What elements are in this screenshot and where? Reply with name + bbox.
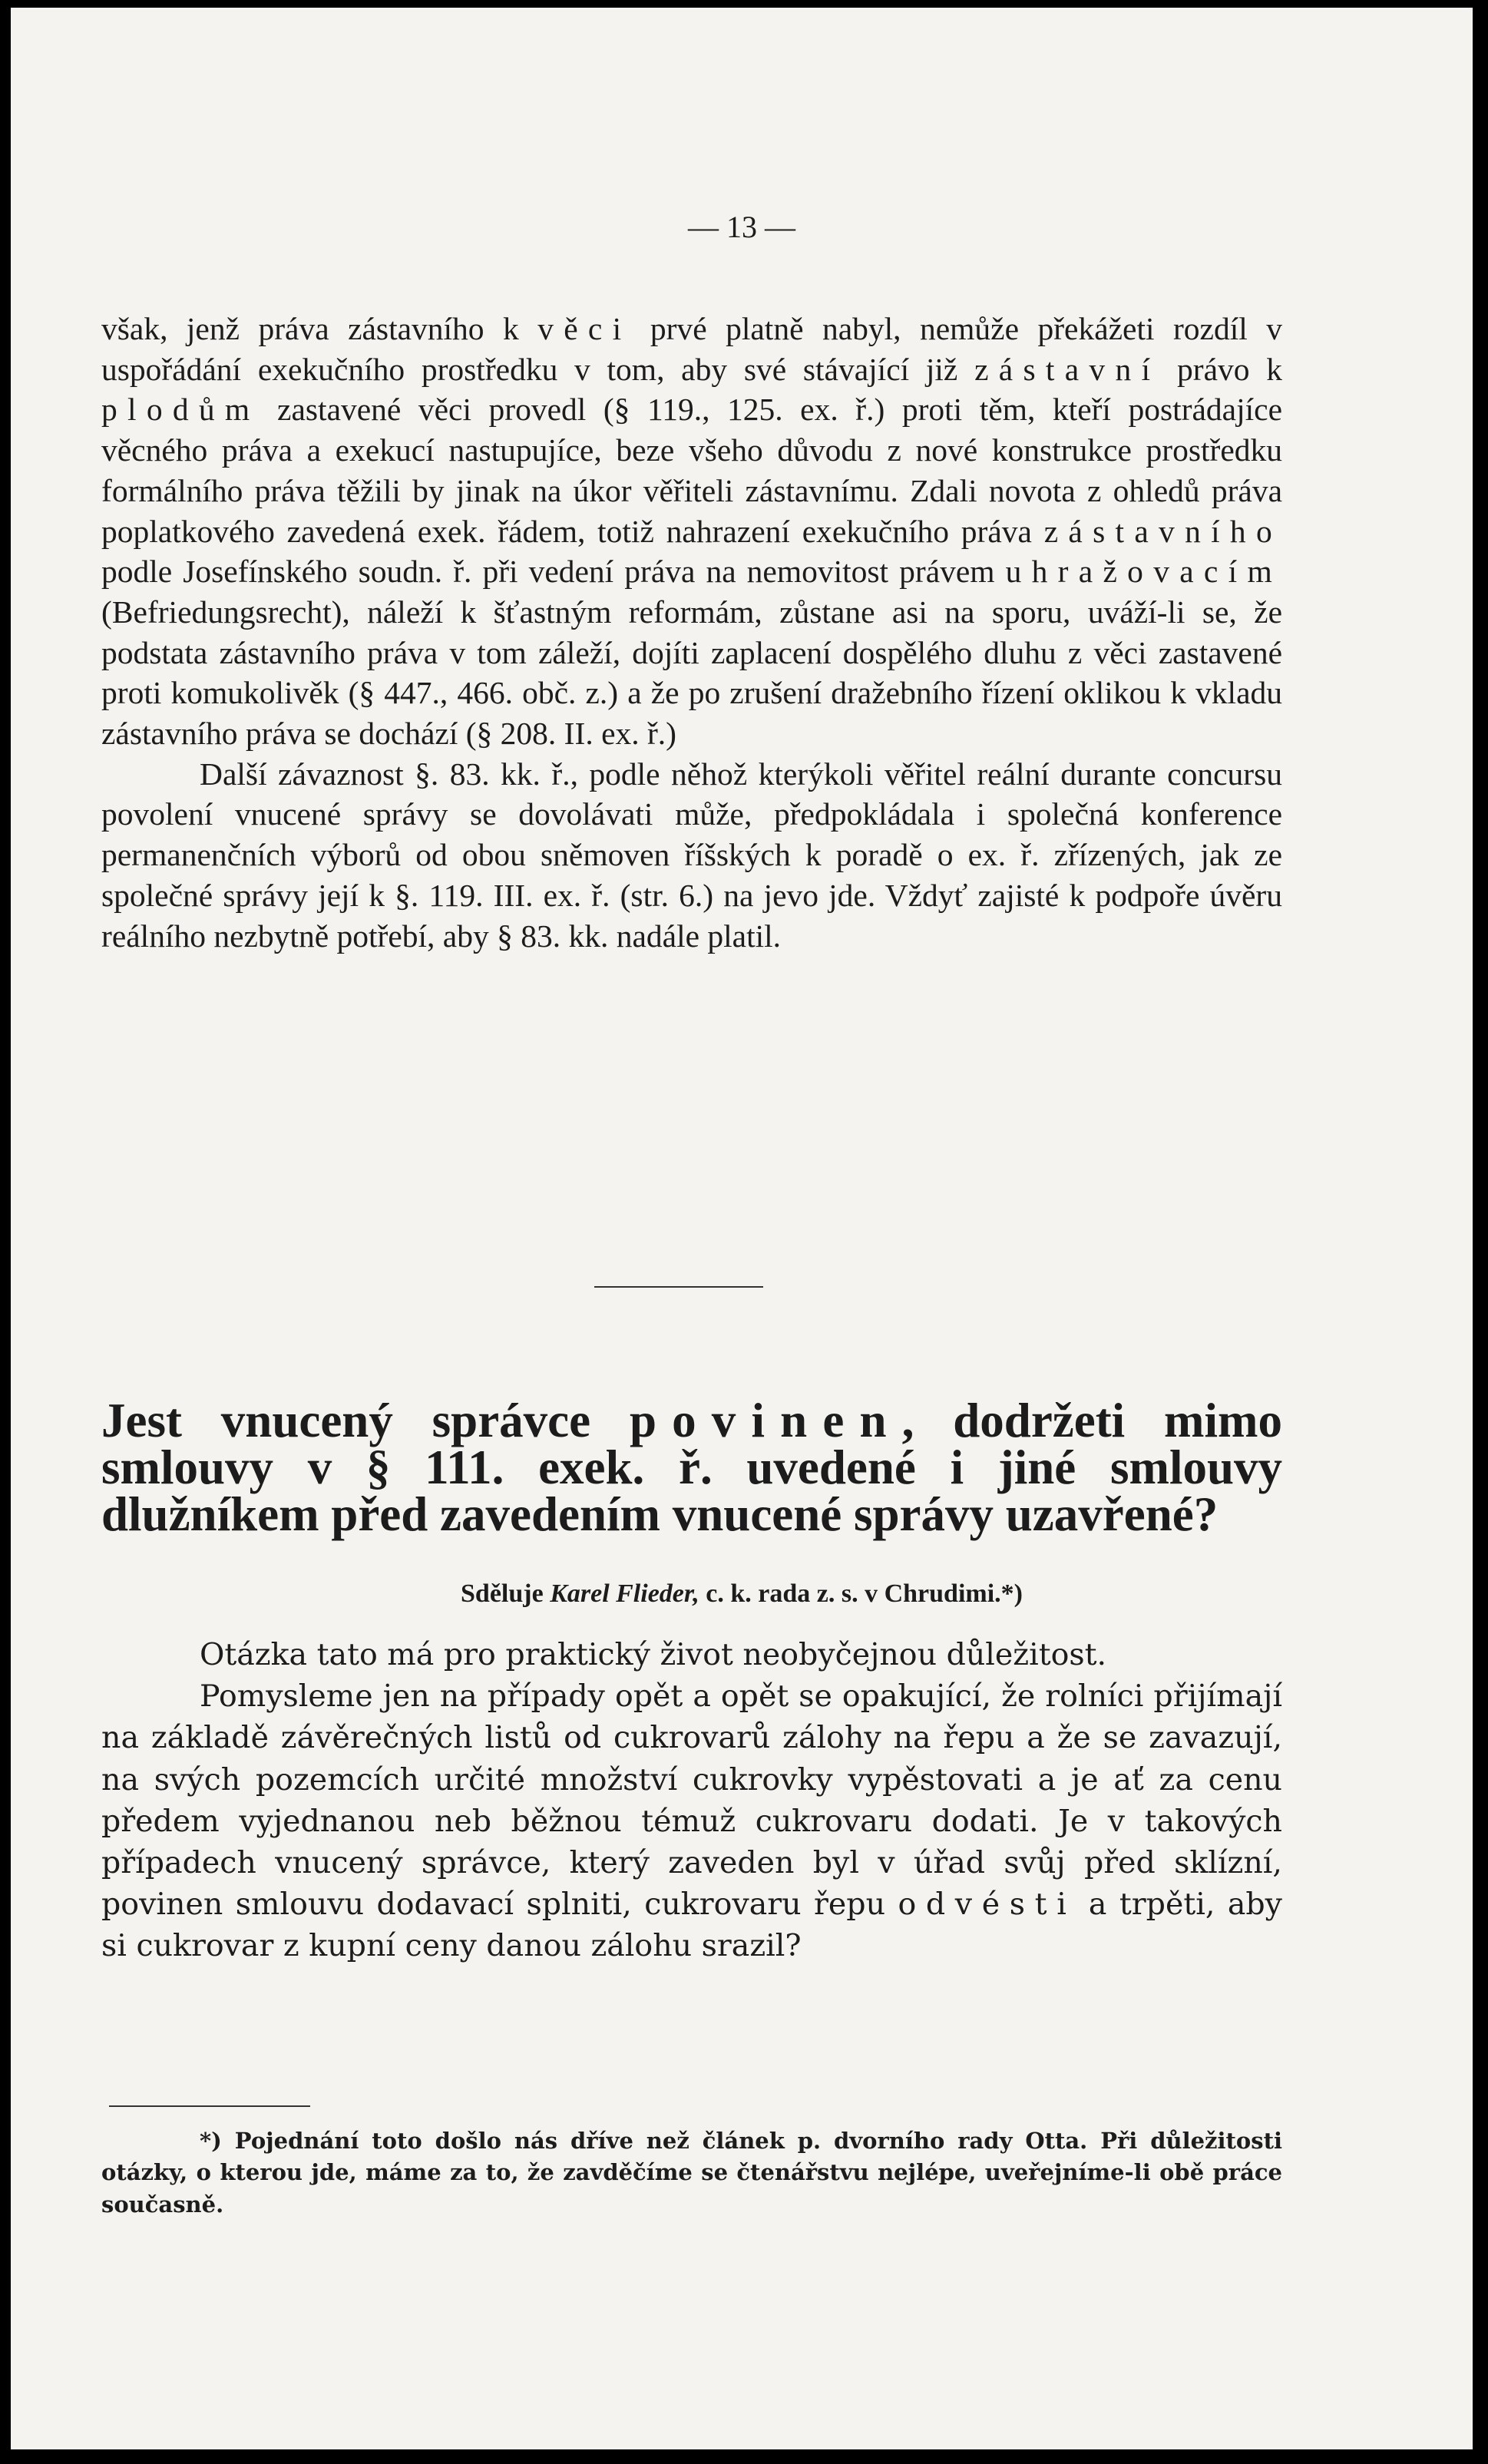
paragraph-paragraph-83: Další závaznost §. 83. kk. ř., podle něhož kterýkoli věřitel reální durante concursu povolení vnucené správy se dovolávati může, předpokládala i společná konference permanenčních výborů od obou sněmoven říšských k poradě o ex. ř. zřízených, jak ze společné správy její k §. 119. III. ex. ř. (str. 6.) na jevo jde. Vždyť zajisté k podpoře úvěru reálního nezbytně potřebí, aby § 83. kk. nadále platil.: [101, 756, 1282, 954]
spaced-emphasis: věci: [537, 311, 632, 346]
footnote-rule: [109, 2105, 310, 2107]
spaced-emphasis: uhražovacím: [1005, 554, 1282, 590]
paragraph-question: Pomysleme jen na případy opět a opět se opakující, že rolníci přijímají na základě závěrečných listů od cukrovarů zálohy na řepu a že se zavazují, na svých pozemcích určité množství cukrovky vypěstovati a je ať za cenu předem vyjednanou neb běžnou témuž cukrovaru dodati. Je v takových případech vnucený správce, který zaveden byl v úřad svůj před sklízní, povinen smlouvu dodavací splniti, cukrovaru řepu odvésti a trpěti, aby si cukrovar z kupní ceny danou zálohu srazil?: [101, 1678, 1282, 1964]
page-number: — 13 —: [688, 210, 795, 244]
spaced-emphasis: zástavního: [1043, 513, 1282, 549]
spaced-emphasis: povinen: [629, 1394, 902, 1447]
article-body: [101, 1634, 1282, 1967]
continued-text: [101, 309, 1282, 956]
spaced-emphasis: plodům: [101, 392, 260, 428]
footnote: *) Pojednání toto došlo nás dříve než článek p. dvorního rady Otta. Při důležitosti otázky, o kterou jde, máme za to, že zavděčíme se čtenářstvu nejlépe, uveřejníme-li obě práce současně.: [101, 2128, 1282, 2218]
paragraph-continued: však, jenž práva zástavního k věci prvé platně nabyl, nemůže překážeti rozdíl v uspořádání exekučního prostředku v tom, aby své stávající již zástavní právo k plodům zastavené věci provedl (§ 119., 125. ex. ř.) proti těm, kteří postrádajíce věcného práva a exekucí nastupujíce, beze všeho důvodu z nové konstrukce prostředku formálního práva těžili by jinak na úkor věřiteli zástavnímu. Zdali novota z ohledů práva poplatkového zavedená exek. řádem, totiž nahrazení exekučního práva zástavního podle Josefínského soudn. ř. při vedení práva na nemovitost právem uhražovacím (Befriedungsrecht), náleží k šťastným reformám, zůstane asi na sporu, uváží-li se, že podstata zástavního práva v tom záleží, dojíti zaplacení dospělého dluhu z věci zastavené proti komukolivěk (§ 447., 466. obč. z.) a že po zrušení dražebního řízení oklikou k vkladu zástavního práva se dochází (§ 208. II. ex. ř.): [101, 311, 1282, 752]
article-title: Jest vnucený správce povinen, dodržeti mimo smlouvy v § 111. exek. ř. uvedené i jiné smlouvy dlužníkem před zavedením vnucené správy uzavřené?: [101, 1394, 1282, 1541]
spaced-emphasis: zástavní: [974, 351, 1161, 387]
section-divider: [594, 1286, 763, 1288]
paragraph-intro: Otázka tato má pro praktický život neobyčejnou důležitost.: [200, 1637, 1107, 1672]
author-name: Karel Flieder,: [550, 1579, 699, 1608]
spaced-emphasis: odvésti: [898, 1887, 1076, 1923]
scanned-page: [11, 8, 1473, 2449]
article-byline: Sděluje Karel Flieder, c. k. rada z. s. v Chrudimi.*): [461, 1579, 1023, 1608]
